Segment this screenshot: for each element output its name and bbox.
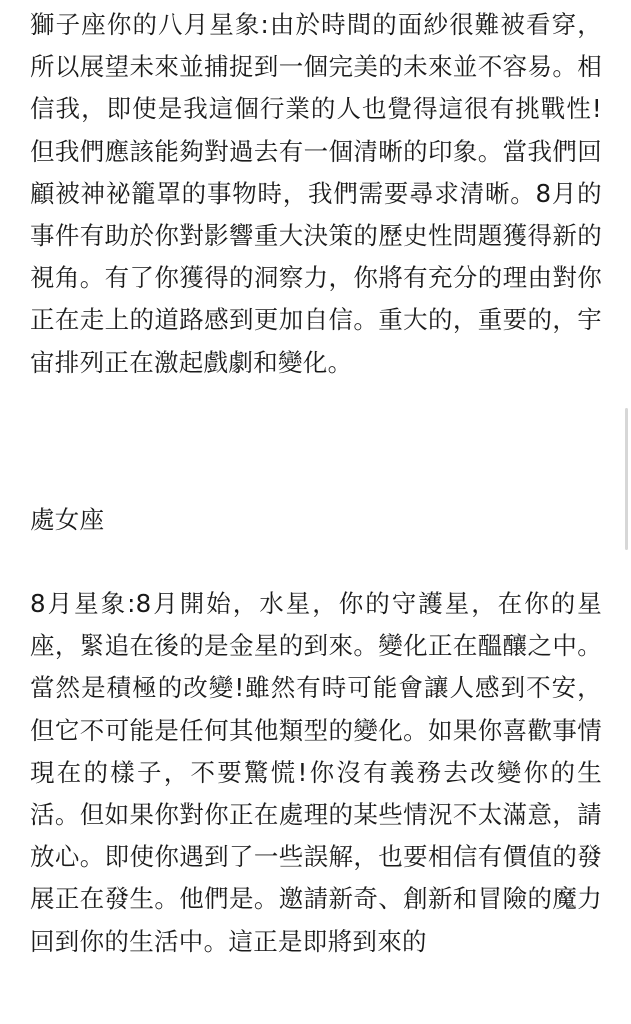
virgo-horoscope-paragraph: 8月星象:8月開始，水星，你的守護星，在你的星座，緊追在後的是金星的到來。變化正在醞釀之中。當然是積極的改變!雖然有時可能會讓人感到不安，但它不可能是任何其他類型的變化。如果你喜歡事情現在的樣子，不要驚慌!你沒有義務去改變你的生活。但如果你對你正在處理的某些情況不太滿意，請放心。即使你遇到了一些誤解，也要相信有價值的發展正在發生。他們是。邀請新奇、創新和冒險的魔力回到你的生活中。這正是即將到來的 <box>30 589 602 956</box>
virgo-section-heading: 處女座 <box>30 504 105 534</box>
scrollbar-thumb[interactable] <box>625 408 628 550</box>
section-spacer <box>30 384 602 499</box>
heading-spacer <box>30 541 602 583</box>
article-body <box>30 4 602 963</box>
leo-horoscope-paragraph: 獅子座你的八月星象:由於時間的面紗很難被看穿，所以展望未來並捕捉到一個完美的未來並不容易。相信我，即使是我這個行業的人也覺得這很有挑戰性!但我們應該能夠對過去有一個清晰的印象。當我們回顧被神祕籠罩的事物時，我們需要尋求清晰。8月的事件有助於你對影響重大決策的歷史性問題獲得新的視角。有了你獲得的洞察力，你將有充分的理由對你正在走上的道路感到更加自信。重大的，重要的，宇宙排列正在激起戲劇和變化。 <box>30 10 602 377</box>
